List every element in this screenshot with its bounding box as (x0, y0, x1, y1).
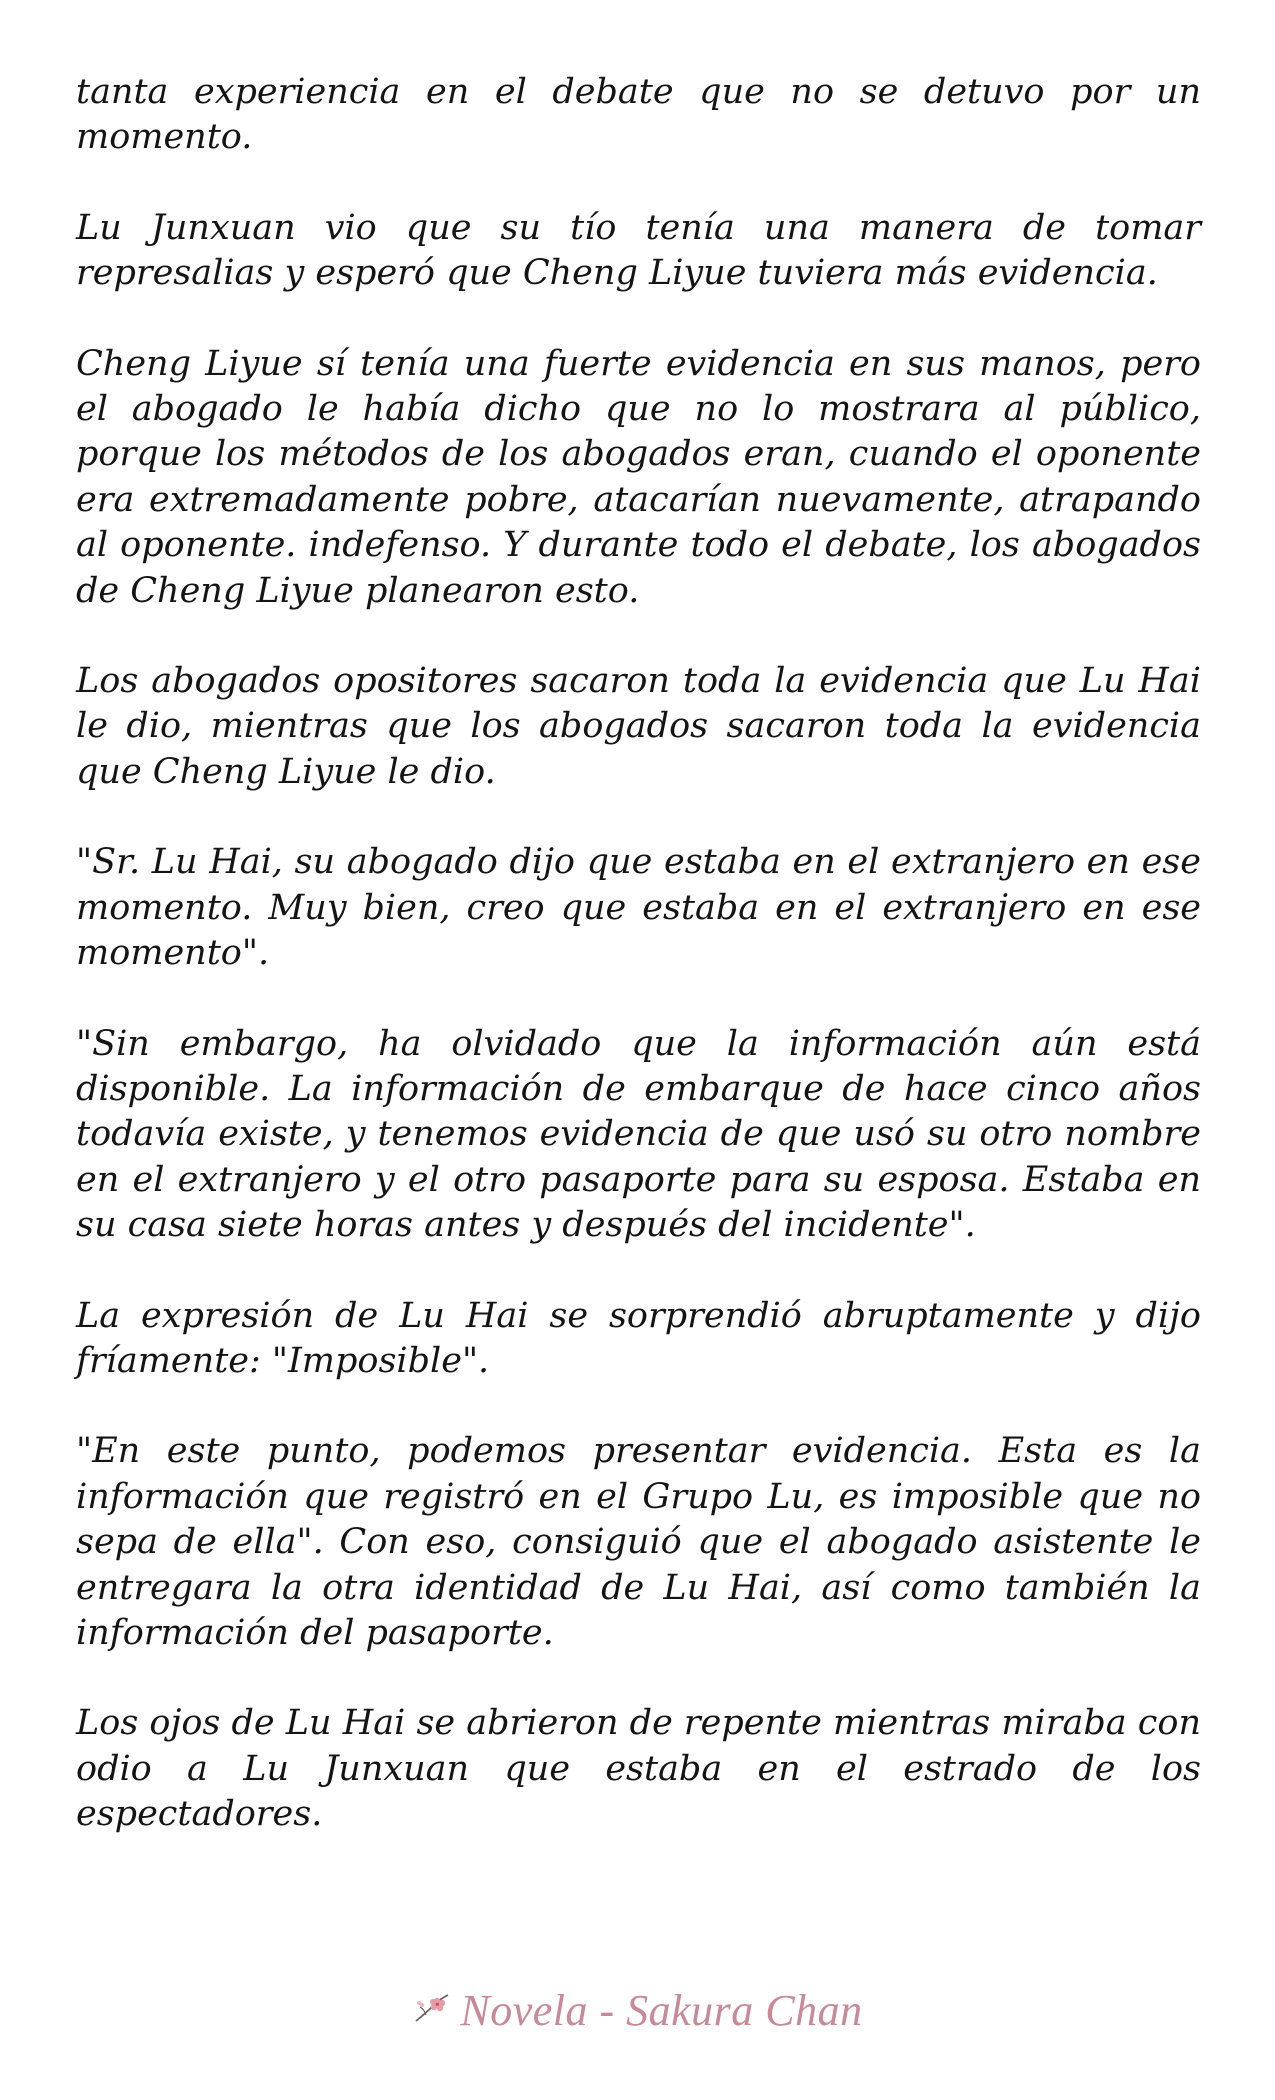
document-body (76, 70, 1201, 1838)
paragraph: "En este punto, podemos presentar evidencia. Esta es la información que registró en el Grupo Lu, es imposible que no sepa de ella". Con eso, consiguió que el abogado asistente le entregara la otra identidad de Lu Hai, así como también la información del pasaporte. (76, 1431, 1201, 1653)
paragraph: Cheng Liyue sí tenía una fuerte evidencia en sus manos, pero el abogado le había dicho que no lo mostrara al público, porque los métodos de los abogados eran, cuando el oponente era extremadamente pobre, atacarían nuevamente, atrapando al oponente. indefenso. Y durante todo el debate, los abogados de Cheng Liyue planearon esto. (76, 343, 1201, 611)
paragraph: "Sin embargo, ha olvidado que la información aún está disponible. La información de embarque de hace cinco años todavía existe, y tenemos evidencia de que usó su otro nombre en el extranjero y el otro pasaporte para su esposa. Estaba en su casa siete horas antes y después del incidente". (76, 1023, 1201, 1246)
paragraph: Los abogados opositores sacaron toda la evidencia que Lu Hai le dio, mientras que los abogados sacaron toda la evidencia que Cheng Liyue le dio. (76, 661, 1201, 792)
watermark-text: Novela - Sakura Chan (460, 1985, 863, 2035)
sakura-flower-icon (412, 1986, 452, 2036)
paragraph: Los ojos de Lu Hai se abrieron de repente mientras miraba con odio a Lu Junxuan que estaba en el estrado de los espectadores. (76, 1703, 1201, 1835)
paragraph: "Sr. Lu Hai, su abogado dijo que estaba en el extranjero en ese momento. Muy bien, creo que estaba en el extranjero en ese momento". (76, 842, 1201, 974)
paragraph: Lu Junxuan vio que su tío tenía una manera de tomar represalias y esperó que Cheng Liyue tuviera más evidencia. (76, 207, 1201, 294)
watermark (0, 1982, 1275, 2036)
paragraph: tanta experiencia en el debate que no se detuvo por un momento. (76, 72, 1201, 158)
paragraph: La expresión de Lu Hai se sorprendió abruptamente y dijo fríamente: "Imposible". (76, 1295, 1201, 1381)
